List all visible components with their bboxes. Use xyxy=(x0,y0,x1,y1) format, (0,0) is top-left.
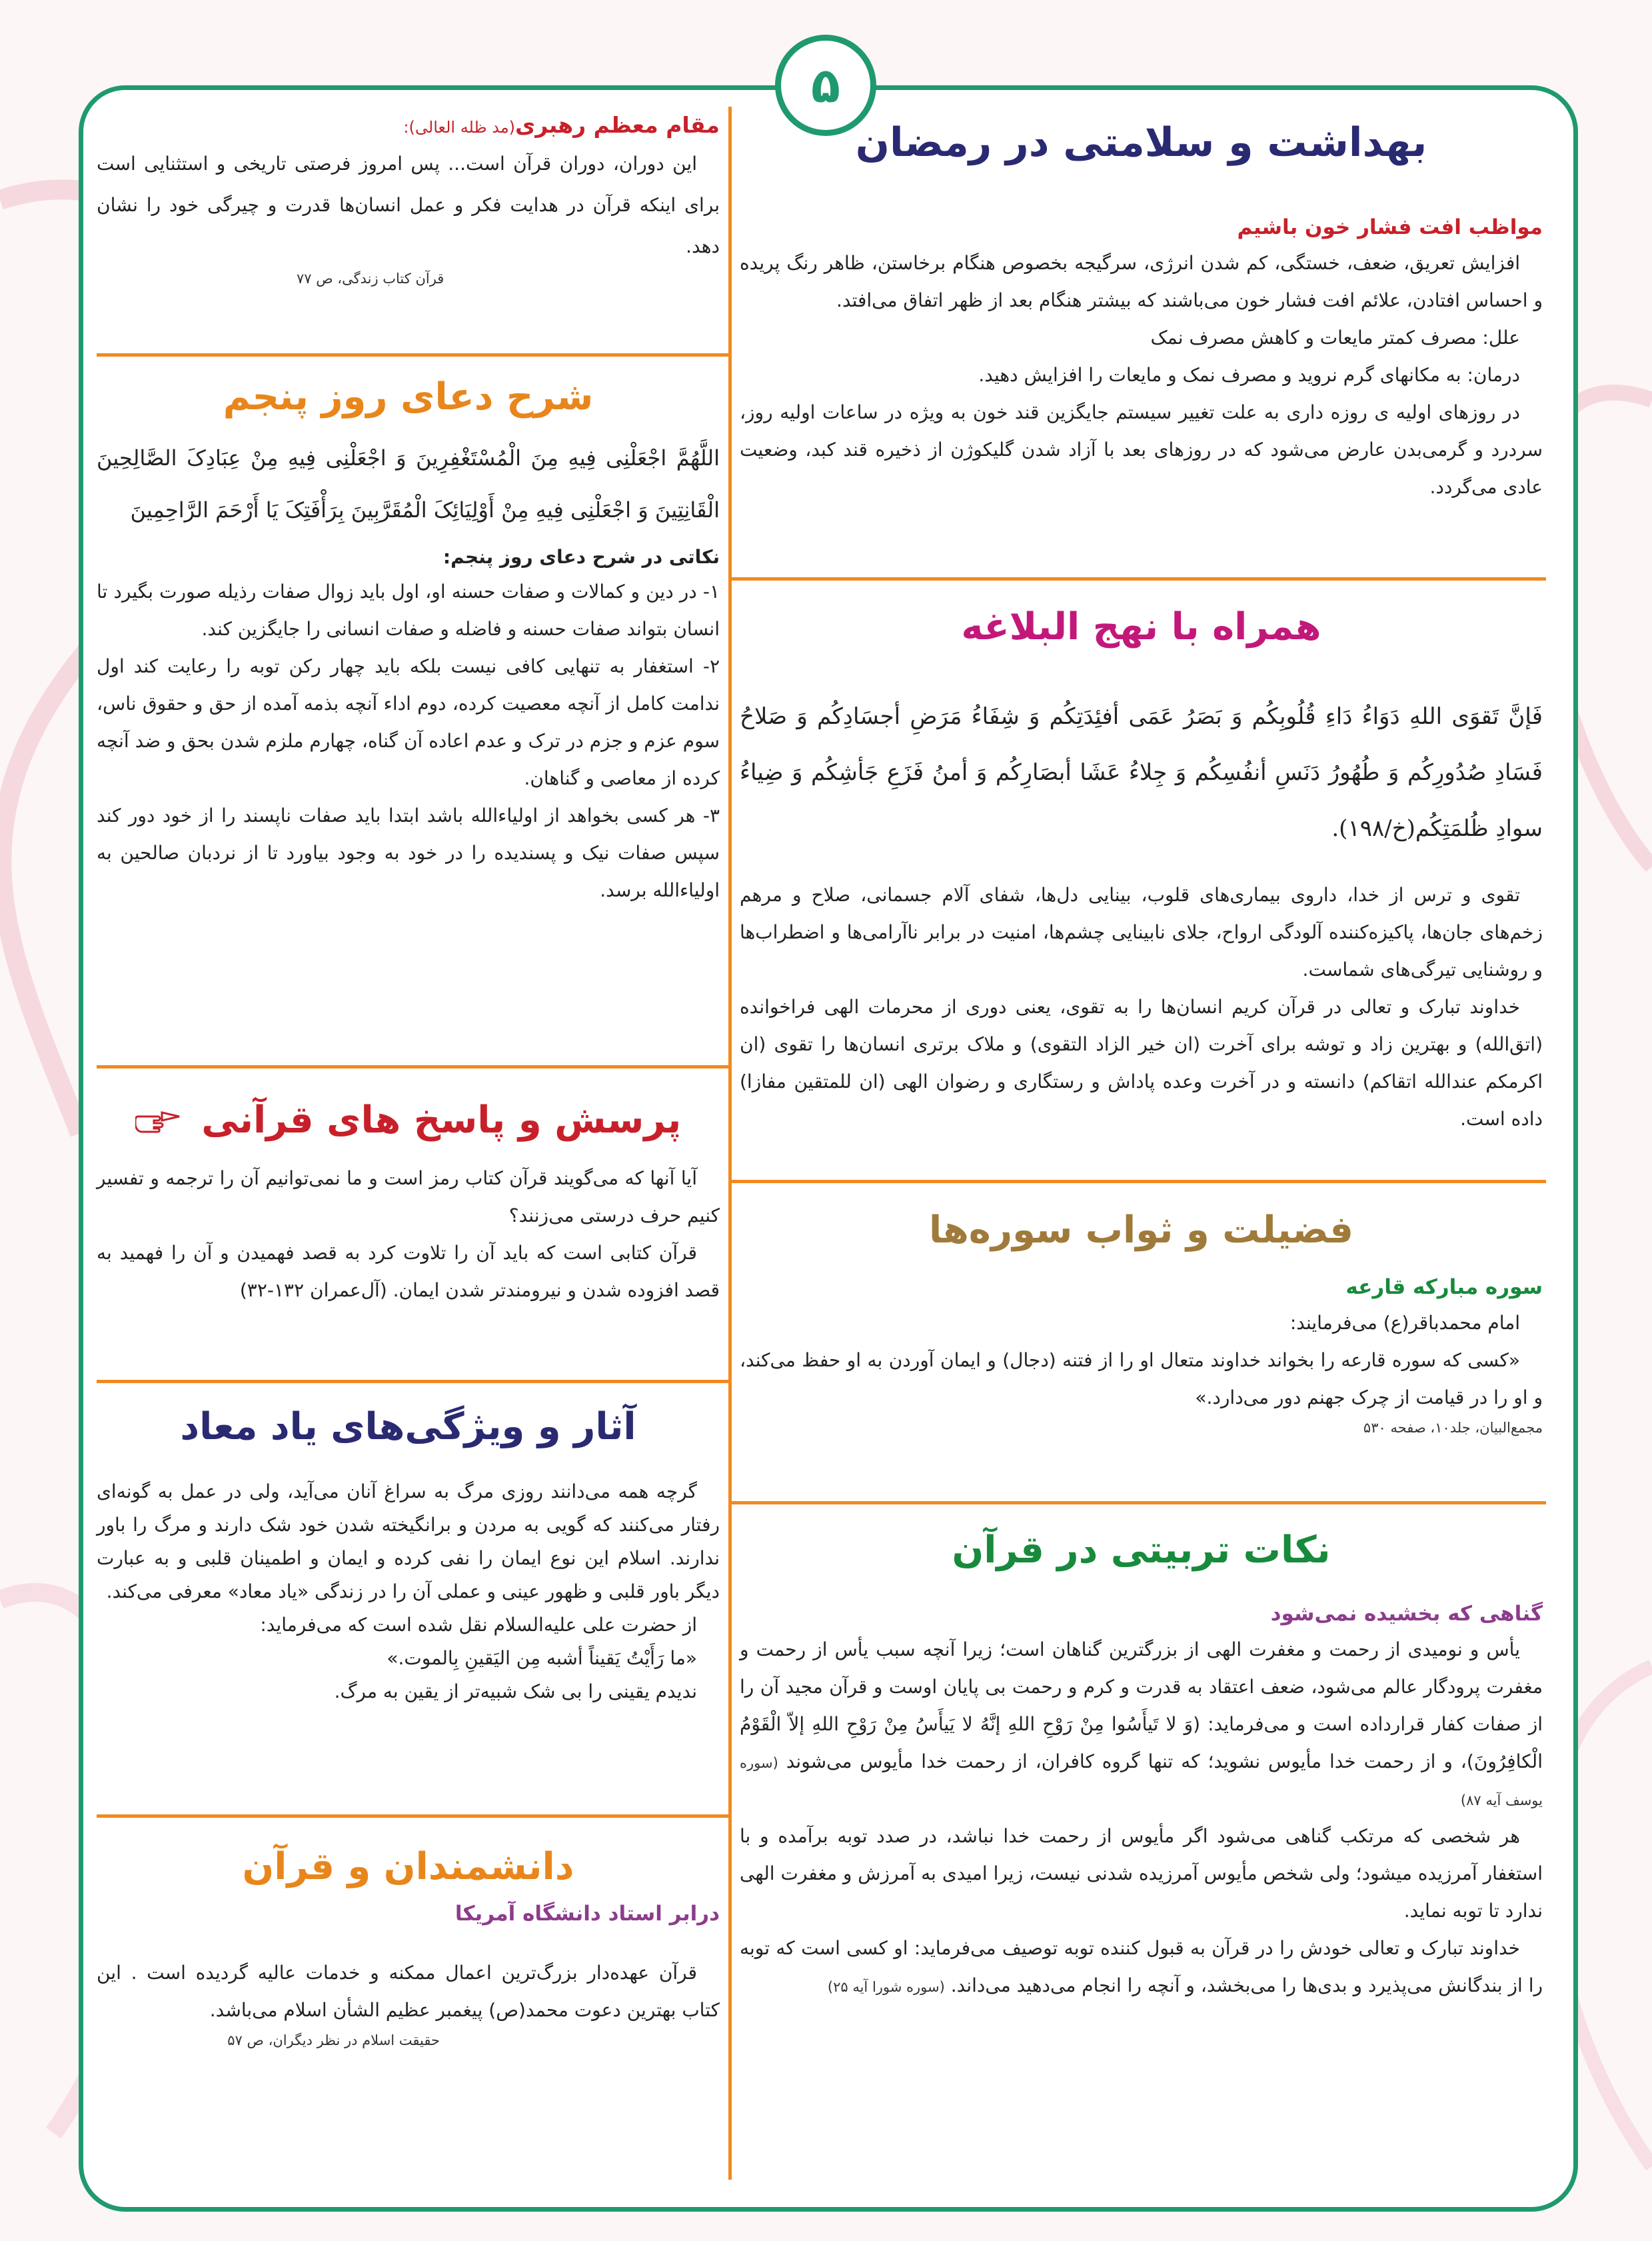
section-nahj xyxy=(740,603,1543,1138)
maad-title: آثار و ویژگی‌های یاد معاد xyxy=(180,1405,636,1448)
separator-qa xyxy=(97,1380,728,1383)
separator-dua xyxy=(97,1065,728,1069)
section-qa xyxy=(97,1097,720,1309)
virtue-source: مجمع‌البیان، جلد۱۰، صفحه ۵۳۰ xyxy=(1363,1419,1543,1436)
leader-title xyxy=(97,112,720,138)
pointing-hand-icon xyxy=(135,1098,182,1146)
scholars-source: حقیقت اسلام در نظر دیگران، ص ۵۷ xyxy=(227,2032,440,2048)
scholars-subtitle: درابر استاد دانشگاه آمریکا xyxy=(454,1901,720,1926)
health-title: بهداشت و سلامتی در رمضان xyxy=(855,119,1427,166)
section-dua xyxy=(97,373,720,909)
nahj-paragraph: تقوی و ترس از خدا، داروی بیماری‌های قلوب، بینایی دل‌ها، شفای آلام جسمانی، صلاح و مرهم زخم‌های جان‌ها، پاکیزه‌کننده آلودگی ارواح، جلای نابینایی چشم‌ها، امنیت در برابر ناآرامی‌ها و اضطراب‌ها و روشنایی تیرگی‌های شماست. xyxy=(740,883,1543,981)
dua-arabic-text: اللَّهُمَّ اجْعَلْنِی فِیهِ مِنَ الْمُسْتَغْفِرِینَ وَ اجْعَلْنِی فِیهِ مِنْ عِبَادِکَ الصَّالِحِینَ الْقَانِتِینَ وَ اجْعَلْنِی فِیهِ مِنْ أَوْلِیَائِکَ الْمُقَرَّبِینَ بِرَأْفَتِکَ یَا أَرْحَمَ الرَّاحِمِینَ xyxy=(97,445,720,523)
scholars-title: دانشمندان و قرآن xyxy=(242,1845,574,1888)
education-paragraph-text: خداوند تبارک و تعالی خودش را در قرآن به قبول کننده توبه توصیف می‌فرماید: او کسی است که‌ توبه را از بندگانش می‌پذیرد و بدی‌ها را می‌بخشد، و آنچه را انجام می‌دهید می‌داند. xyxy=(740,1936,1543,1996)
dua-note: ۳- هر کسی بخواهد از اولیاءالله باشد ابتدا باید صفات ناپسند را از خود دور کند سپس صفات نیک و پسندیده را در خود به وجود بیاورد تا از نردبان صالحین به اولیاءالله برسد. xyxy=(97,804,720,901)
separator-leader xyxy=(97,353,728,357)
nahj-paragraph: خداوند تبارک و تعالی در قرآن کریم انسان‌ها را به تقوی، یعنی دوری از محرمات الهی فراخوانده (اتق‌الله) و بهترین زاد و توشه برای آخرت (ان خیر الزاد التقوی) و ملاک برتری انسان‌ها را تقوی (ان اکرمکم عندالله اتقاکم) دانسته و در آخرت وعده پاداش و رستگاری و رضوان الهی (ان للمتقین مفازا) داده است. xyxy=(740,995,1543,1130)
qa-title-text: پرسش و پاسخ های قرآنی xyxy=(201,1099,682,1142)
dua-notes-title: نکاتی در شرح دعای روز پنجم: xyxy=(442,545,720,568)
qa-title xyxy=(97,1097,720,1146)
nahj-arabic-text: فَإنَّ تَقوَى اللهِ دَوَاءُ دَاءِ قُلُوبِكُم وَ بَصَرُ عَمَى أفئِدَتِكُم وَ شِفَاءُ مَرَضِ أجسَادِكُم وَ صَلاحُ فَسَادِ صُدُورِكُم وَ طُهُورُ دَنَسِ أنفُسِكُم وَ جِلاءُ عَشَا أبصَارِكُم وَ أمنُ فَزَعِ جَأشِكُم وَ ضِياءُ سوادِ ظُلمَتِكُم(خ/۱۹۸). xyxy=(740,703,1543,842)
column-divider xyxy=(728,107,732,2180)
virtue-subtitle: سوره مبارکه قارعه xyxy=(1345,1274,1543,1299)
health-causes: علل: مصرف کمتر مایعات و کاهش مصرف نمک xyxy=(1150,327,1520,349)
education-source: (سوره شورا آیه ۲۵) xyxy=(827,1978,945,1995)
section-scholars xyxy=(97,1843,720,2052)
health-subtitle: مواظب افت فشار خون باشیم xyxy=(1237,215,1543,239)
dua-title: شرح دعای روز پنجم xyxy=(223,375,594,419)
separator-virtue xyxy=(732,1501,1546,1504)
section-health xyxy=(740,117,1543,506)
page-number: ۵ xyxy=(781,41,870,130)
education-paragraph: هر شخصی که مرتکب گناهی می‌شود اگر مأیوس از رحمت خدا نباشد، در صدد توبه برآمده و با استغفار آمرزیده میشود؛ ولی شخص مأیوس آمرزیده شدنی نیست، زیرا امیدی به آمرزش و مغفرت الهی ندارد تا توبه نماید. xyxy=(740,1824,1543,1922)
separator-health xyxy=(732,577,1546,581)
education-source: (سوره یوسف آیه ۸۷) xyxy=(740,1754,1543,1808)
virtue-quote: «کسی که سوره قارعه را بخواند خداوند متعال او را از فتنه (دجال) و ایمان آوردن به او حفظ می‌کند، و او را در قیامت از چرک جهنم دور می‌دارد.» xyxy=(740,1348,1543,1408)
maad-paragraph: ندیدم یقینی را بی شک شبیه‌تر از یقین به مرگ. xyxy=(334,1680,697,1702)
virtue-paragraph: امام محمدباقر(ع) می‌فرمایند: xyxy=(1289,1311,1520,1334)
education-subtitle: گناهی که بخشیده نمی‌شود xyxy=(1270,1601,1543,1626)
leader-paragraph: این دوران، دوران قرآن است... پس امروز فرصتی تاریخی و استثنایی است برای اینکه قرآن در هدایت فکر و عمل انسان‌ها قدرت و چیرگی خود را نشان دهد. xyxy=(97,153,720,257)
scholars-paragraph: قرآن عهده‌دار بزرگ‌ترین اعمال ممکنه و خدمات عالیه گردیده است . این کتاب بهترین دعوت محمد(ص) پیغمبر عظیم الشأن اسلام می‌باشد. xyxy=(97,1961,720,2021)
section-maad xyxy=(97,1403,720,1708)
qa-question: آیا آنها که می‌گویند قرآن کتاب رمز است و ما نمی‌توانیم آن را ترجمه و تفسیر کنیم حرف درستی می‌زنند؟ xyxy=(97,1167,720,1227)
separator-nahj xyxy=(732,1180,1546,1183)
health-treatment: درمان: به مکانهای گرم نروید و مصرف نمک و مایعات را افزایش دهید. xyxy=(978,364,1520,386)
maad-quote: «ما رَأَیْتُ یَقیناً أشبه مِن الیَقینِ بِالموت.» xyxy=(387,1646,697,1669)
maad-paragraph: گرچه همه می‌دانند روزی مرگ به سراغ آنان می‌آید، ولی در عمل به گونه‌ای رفتار می‌کنند که گویی به مردن و برانگیخته شدن خود شک دارند و مرگ را باور ندارند. اسلام این نوع ایمان را نفی کرده و ایمان و اطمینان قلبی و به عبارت دیگر باور قلبی و ظهور عینی و عملی آن را در زندگی «یاد معاد» معرفی می‌کند. xyxy=(97,1480,720,1602)
health-paragraph: در روزهای اولیه ی روزه داری به علت تغییر سیستم جایگزین قند خون به ویژه در ساعات اولیه روز، سردرد و گرمی‌بدن عارض می‌شود که در روزهای بعد با آزاد شدن گلیکوژن از ذخیره قند کبد، وضعیت عادی می‌گردد. xyxy=(740,401,1543,498)
dua-note: ۱- در دین و کمالات و صفات حسنه او، اول باید زوال صفات رذیله صورت بگیرد تا انسان بتواند صفات حسنه و فاضله و صفات انسانی را جایگزین کند. xyxy=(97,580,720,640)
nahj-title: همراه با نهج البلاغه xyxy=(961,605,1321,649)
section-leader xyxy=(97,112,720,290)
health-paragraph: افزایش تعریق، ضعف، خستگی، کم شدن انرژی، سرگیجه بخصوص هنگام برخاستن، ظاهر رنگ پریده و احساس افتادن، علائم افت فشار خون می‌باشند که بیشتر هنگام بعد از ظهر اتفاق می‌افتد. xyxy=(740,252,1543,311)
education-paragraph xyxy=(740,1930,1543,2004)
leader-title-text: مقام معظم رهبری xyxy=(515,112,720,138)
maad-paragraph: از حضرت علی علیه‌السلام نقل شده است که می‌فرماید: xyxy=(260,1613,697,1636)
section-virtue xyxy=(740,1206,1543,1439)
dua-note: ۲- استغفار به تنهایی کافی نیست بلکه باید چهار رکن توبه را رعایت کند اول ندامت کامل از آنچه معصیت کرده، دوم اداء آنچه بذمه آمده از حق و حقوق ناس، سوم عزم و جزم در ترک و عدم اعاده آن گناه، چهارم ملزم شدن بحق و ضد آنچه کرده از معاصی و گناهان. xyxy=(97,655,720,789)
qa-answer: قرآن کتابی است که باید آن را تلاوت کرد به قصد فهمیدن و آن را فهمید به قصد افزوده شدن و نیرومندتر شدن ایمان. (آل‌عمران ۱۳۲-۳۲) xyxy=(97,1242,720,1302)
section-education xyxy=(740,1526,1543,2004)
separator-maad xyxy=(97,1814,728,1818)
education-paragraph xyxy=(740,1631,1543,1818)
leader-source: قرآن کتاب زندگی، ص ۷۷ xyxy=(297,271,444,287)
education-title: نکات تربیتی در قرآن xyxy=(952,1528,1331,1572)
education-paragraph-text: یأس و نومیدی از رحمت و مغفرت الهی از بزرگترین گناهان است؛ زیرا آنچه سبب یأس از رحمت و مغفرت پرودگار عالم می‌شود، ضعف اعتقاد به قدرت و کرم و رحمت بی پایان اوست و قرآن مجید آن را از صفات کفار قرارداده است و می‌فرماید: (وَ لا تَيأَسُوا مِنْ رَوْحِ اللهِ إنَّهُ لا يَيأَسُ مِنْ رَوْحِ اللهِ إلاّ الْقَوْمُ الْکافِرُونَ)، و از رحمت خدا مأیوس نشوید؛ که تنها گروه کافران، از رحمت خدا مأیوس می‌شوند xyxy=(740,1638,1543,1772)
leader-title-suffix: (مد ظله العالی): xyxy=(403,118,516,137)
virtue-title: فضیلت و ثواب سوره‌ها xyxy=(928,1208,1354,1252)
